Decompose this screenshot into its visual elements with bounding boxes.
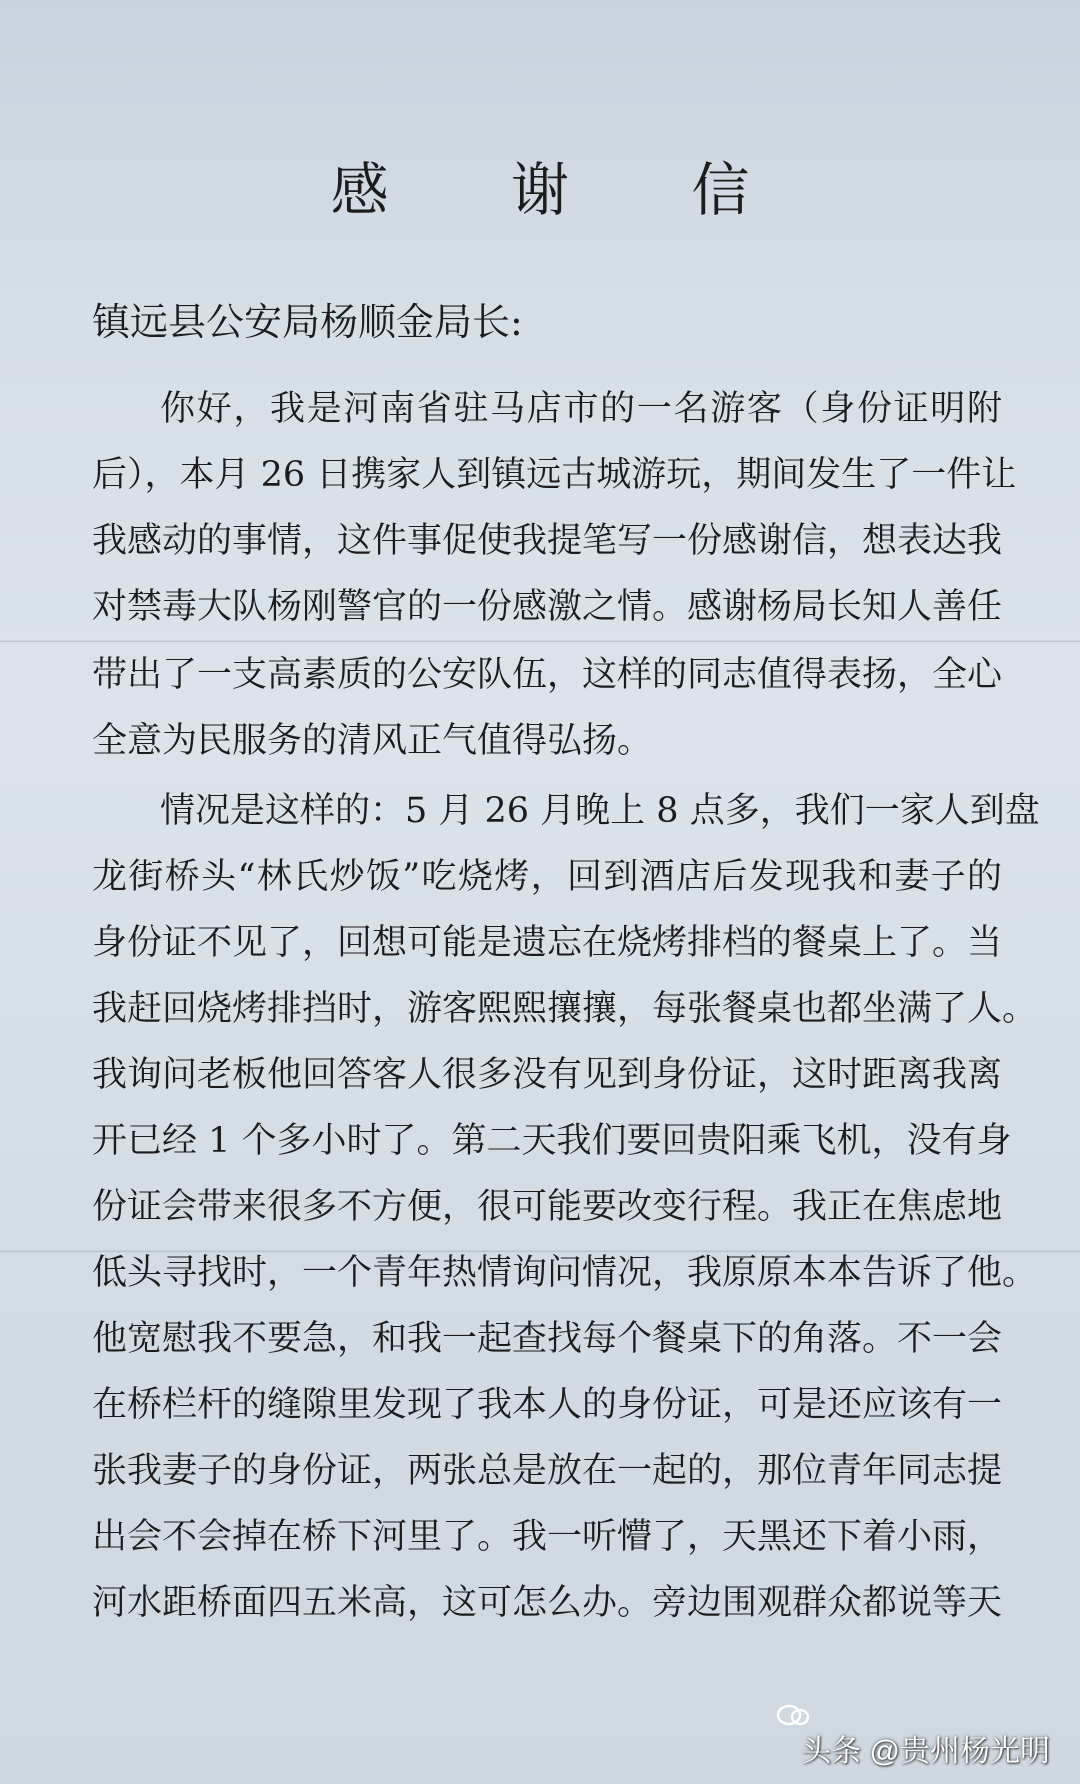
letter-line: 低头寻找时，一个青年热情询问情况，我原原本本告诉了他。 (92, 1253, 1038, 1293)
letter-line: 出会不会掉在桥下河里了。我一听懵了，天黑还下着小雨， (92, 1517, 1003, 1557)
letter-line: 身份证不见了，回想可能是遗忘在烧烤排档的餐桌上了。当 (92, 923, 1003, 963)
letter-line: 对禁毒大队杨刚警官的一份感激之情。感谢杨局长知人善任 (92, 587, 1003, 627)
letter-line: 河水距桥面四五米高，这可怎么办。旁边围观群众都说等天 (92, 1583, 1003, 1623)
letter-line: 我询问老板他回答客人很多没有见到身份证，这时距离我离 (92, 1055, 1003, 1095)
letter-title: 感 谢 信 (330, 156, 802, 224)
letter-line: 我赶回烧烤排挡时，游客熙熙攘攘，每张餐桌也都坐满了人。 (92, 989, 1038, 1029)
letter-line: 全意为民服务的清风正气值得弘扬。 (92, 721, 653, 761)
letter-line: 情况是这样的：5 月 26 月晚上 8 点多，我们一家人到盘 (160, 791, 1040, 831)
letter-line: 份证会带来很多不方便，很可能要改变行程。我正在焦虑地 (92, 1187, 1003, 1227)
letter-line: 龙街桥头“林氏炒饭”吃烧烤，回到酒店后发现我和妻子的 (92, 857, 1002, 897)
letter-salutation: 镇远县公安局杨顺金局长: (92, 300, 523, 344)
watermark-text: 头条 @贵州杨光明 (801, 1735, 1050, 1768)
letter-line: 开已经 1 个多小时了。第二天我们要回贵阳乘飞机，没有身 (92, 1121, 1012, 1161)
letter-line: 我感动的事情，这件事促使我提笔写一份感谢信，想表达我 (92, 521, 1003, 561)
letter-line: 你好，我是河南省驻马店市的一名游客（身份证明附 (160, 389, 1002, 429)
watermark-logo-icon (776, 1704, 810, 1726)
letter-line: 张我妻子的身份证，两张总是放在一起的，那位青年同志提 (92, 1451, 1003, 1491)
letter-line: 他宽慰我不要急，和我一起查找每个餐桌下的角落。不一会 (92, 1319, 1003, 1359)
fold-crease (0, 640, 1080, 643)
letter-line: 带出了一支高素质的公安队伍，这样的同志值得表扬，全心 (92, 655, 1003, 695)
letter-line: 在桥栏杆的缝隙里发现了我本人的身份证，可是还应该有一 (92, 1385, 1003, 1425)
letter-line: 后），本月 26 日携家人到镇远古城游玩，期间发生了一件让 (92, 455, 1017, 495)
